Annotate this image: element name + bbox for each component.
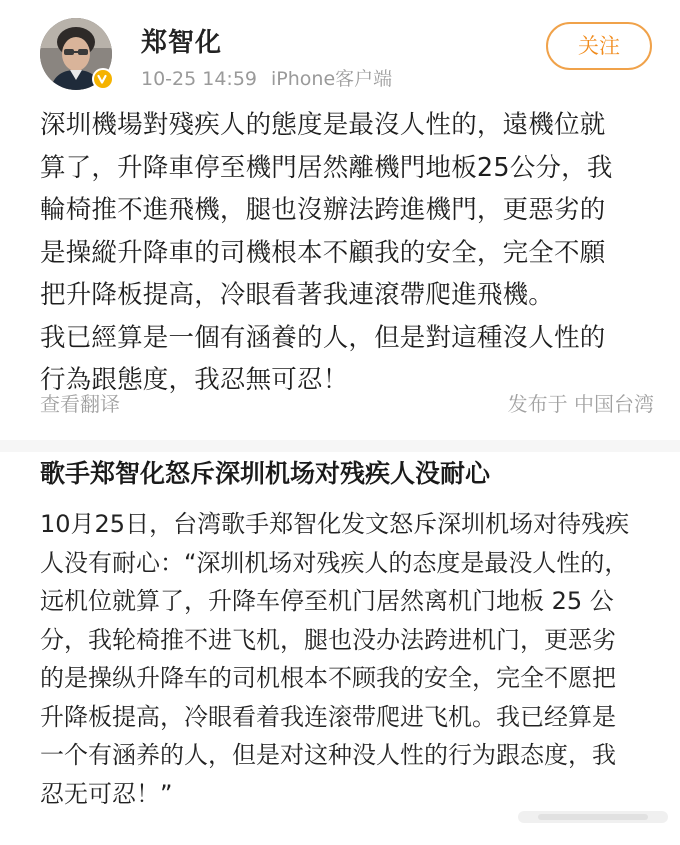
post-text-line: 我已經算是一個有涵養的人，但是對這種沒人性的 xyxy=(40,322,606,353)
post-text xyxy=(40,104,660,402)
article-title: 歌手郑智化怒斥深圳机场对残疾人没耐心 xyxy=(40,459,491,488)
post-text-line: 算了，升降車停至機門居然離機門地板25公分，我 xyxy=(40,152,613,183)
article-line: 分，我轮椅推不进飞机，腿也没办法跨进机门，更恶劣 xyxy=(40,625,616,654)
follow-button[interactable]: 关注 xyxy=(546,22,652,70)
post-text-line: 行為跟態度，我忍無可忍！ xyxy=(40,365,349,395)
post-text-line: 輪椅推不進飛機，腿也沒辦法跨進機門，更惡劣的 xyxy=(40,195,606,225)
section-divider xyxy=(0,440,680,452)
post-meta xyxy=(141,64,406,91)
username[interactable]: 郑智化 xyxy=(141,28,223,58)
post-location: 发布于 中国台湾 xyxy=(507,392,654,416)
post-text-line: 是操縱升降車的司機根本不顧我的安全，完全不願 xyxy=(40,237,606,268)
watermark-blur xyxy=(518,806,668,828)
article-line: 人没有耐心：“深圳机场对残疾人的态度是最没人性的， xyxy=(40,548,629,577)
article-line: 一个有涵养的人，但是对这种没人性的行为跟态度，我 xyxy=(40,741,616,769)
article-line: 的是操纵升降车的司机根本不顾我的安全，完全不愿把 xyxy=(40,664,616,692)
article-line: 忍无可忍！” xyxy=(40,779,173,808)
translate-link[interactable]: 查看翻译 xyxy=(40,392,120,416)
post-time: 10-25 14:59 xyxy=(141,68,258,90)
article-line: 远机位就算了，升降车停至机门居然离机门地板 25 公 xyxy=(40,587,614,615)
post-text-line: 深圳機場對殘疾人的態度是最沒人性的，遠機位就 xyxy=(40,110,606,140)
post-text-line: 把升降板提高，冷眼看著我連滾帶爬進飛機。 xyxy=(40,280,555,310)
article-body xyxy=(40,505,650,813)
article-line: 10月25日，台湾歌手郑智化发文怒斥深圳机场对待残疾 xyxy=(40,510,630,538)
post-footer xyxy=(40,388,654,418)
post-client: iPhone客户端 xyxy=(271,68,393,90)
verified-badge-icon xyxy=(92,68,114,90)
post-header xyxy=(40,12,656,92)
article-line: 升降板提高，冷眼看着我连滚带爬进飞机。我已经算是 xyxy=(40,702,616,731)
